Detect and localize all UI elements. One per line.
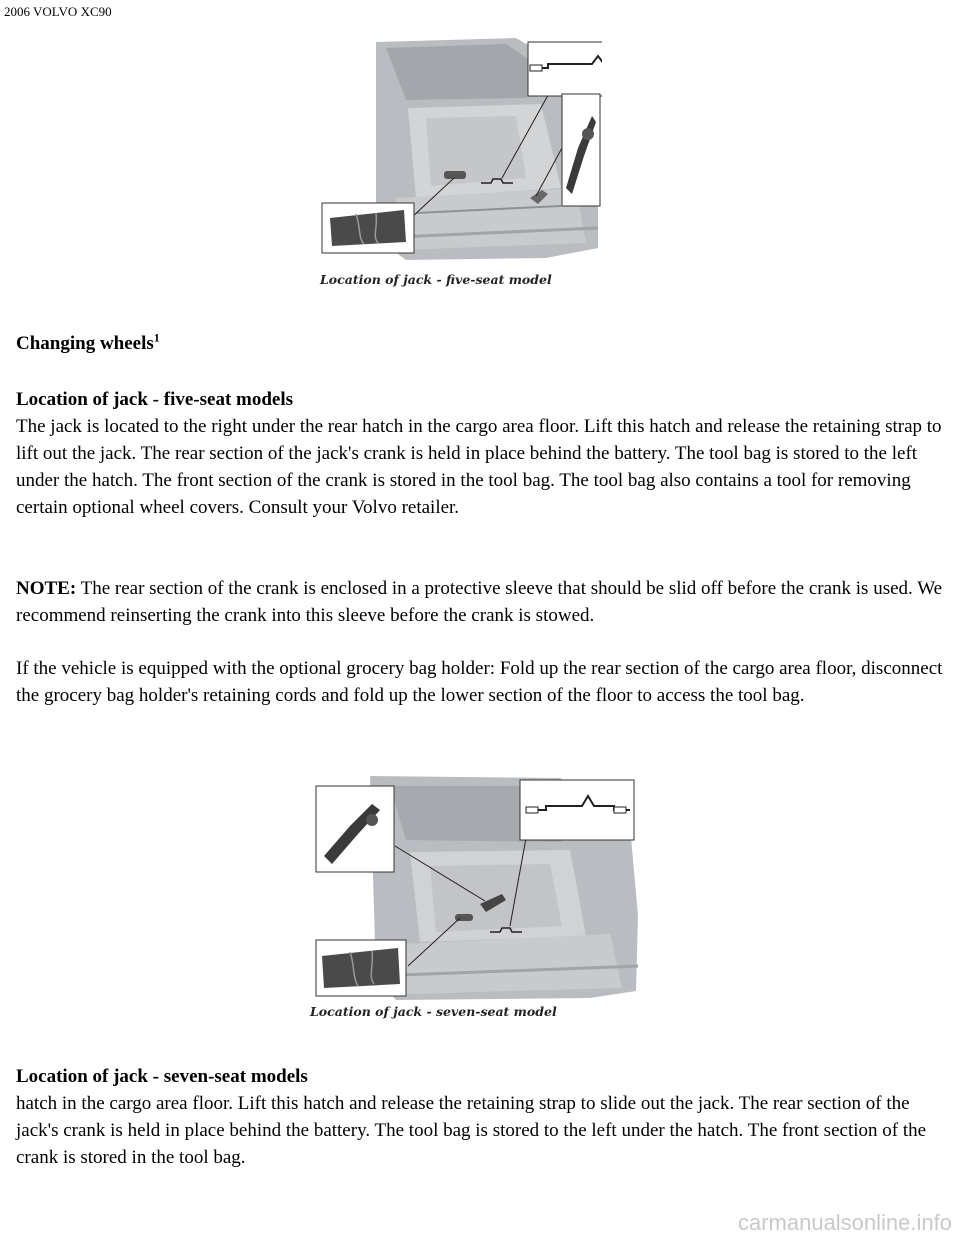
grocery-paragraph: If the vehicle is equipped with the optional grocery bag holder: Fold up the rear section of the cargo area floor, disconnect the grocery bag holder's retaining cords and fold up the lower section of the floor to access the tool bag. [16,658,943,706]
figure-five-seat-jack [316,38,602,294]
seven-seat-heading: Location of jack - seven-seat models [16,1066,308,1087]
note-label: NOTE: [16,578,77,599]
section-changing-wheels [16,330,946,357]
note-block [16,575,946,629]
seven-seat-body: hatch in the cargo area floor. Lift this hatch and release the retaining strap to slide out the jack. The rear section of the jack's crank is held in place behind the battery. The tool bag is stored to the left under the hatch. The front section of the crank is stored in the tool bag. [16,1093,927,1168]
five-seat-block [16,386,946,521]
running-head: 2006 VOLVO XC90 [4,4,112,19]
figure-caption: Location of jack - seven-seat model [310,1004,557,1019]
figure-caption: Location of jack - five-seat model [320,272,552,287]
five-seat-body: The jack is located to the right under the rear hatch in the cargo area floor. Lift this hatch and release the retaining strap to lift out the jack. The rear section of the jack's crank is held in place behind the battery. The tool bag is stored to the left under the hatch. The front section of the crank is stored in the tool bag. The tool bag also contains a tool for removing certain optional wheel covers. Consult your Volvo retailer. [16,416,942,518]
footnote-ref: 1 [153,330,160,345]
cargo-area-illustration-seven-seat [310,776,640,1022]
section-title: Changing wheels$^1$ [16,330,160,354]
cargo-area-illustration [316,38,602,294]
figure-seven-seat-jack [310,776,640,1022]
five-seat-heading: Location of jack - five-seat models [16,389,294,410]
watermark: carmanualsonline.info [737,1210,952,1235]
note-text: The rear section of the crank is enclosed in a protective sleeve that should be slid off before the crank is used. We recommend reinserting the crank into this sleeve before the crank is stowed. [16,578,943,626]
seven-seat-block [16,1063,946,1171]
